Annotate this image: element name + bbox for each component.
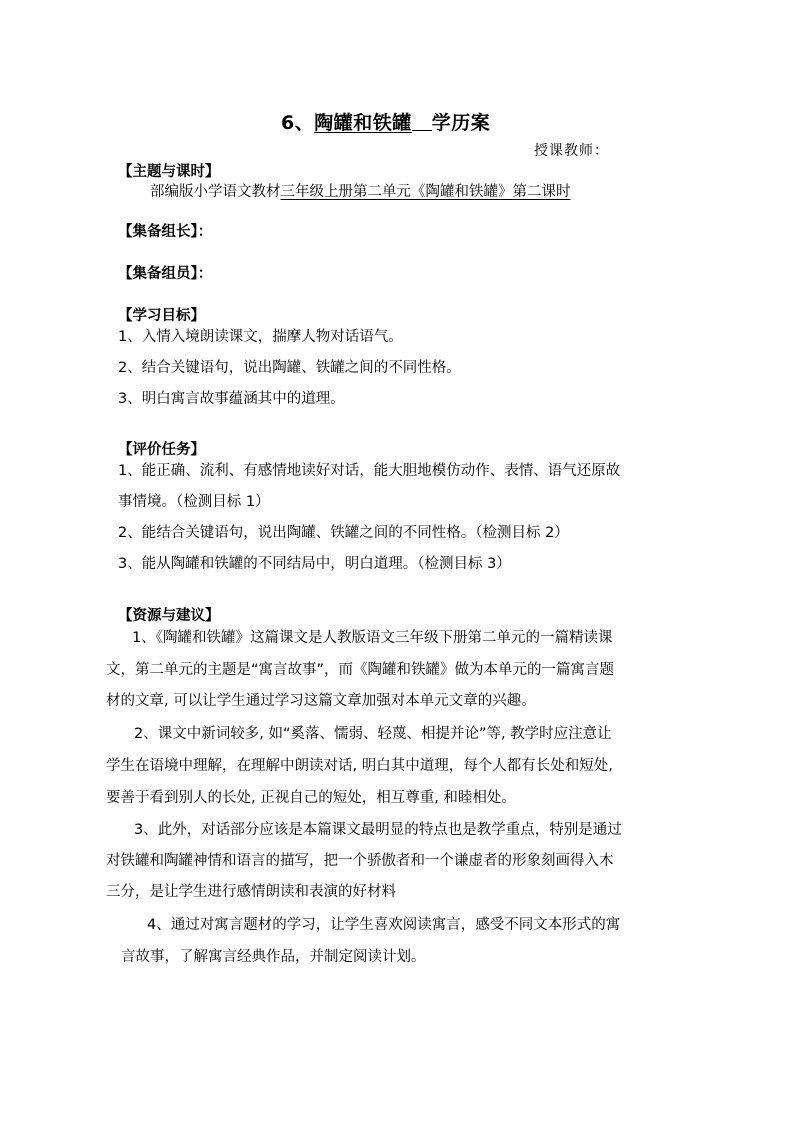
topic-period: 第二课时 — [512, 184, 571, 200]
task-item-2: 2、能结合关键语句，说出陶罐、铁罐之间的不同性格。（检测目标 2） — [118, 525, 569, 541]
resource-line: 三分，是让学生进行感情朗读和表演的好材料 — [106, 884, 396, 900]
resource-line: 3、此外，对话部分应该是本篇课文最明显的特点也是教学重点，特别是通过 — [134, 822, 622, 838]
goal-item-1: 1、入情入境朗读课文，揣摩人物对话语气。 — [118, 329, 403, 345]
task-item-1: 1、能正确、流利、有感情地读好对话，能大胆地模仿动作、表情、语气还原故 — [118, 463, 621, 479]
goal-item-2: 2、结合关键语句，说出陶罐、铁罐之间的不同性格。 — [118, 360, 461, 376]
title-name: 陶罐和铁罐 — [314, 112, 412, 134]
leader-heading: 【集备组长】： — [118, 224, 213, 240]
title-suffix: 学历案 — [431, 112, 491, 134]
resource-line: 文，第二单元的主题是“寓言故事”，而《陶罐和铁罐》做为本单元的一篇寓言题 — [106, 662, 615, 678]
resource-line: 材的文章, 可以让学生通过学习这篇文章加强对本单元文章的兴趣。 — [106, 693, 536, 709]
topic-textbook: 部编版小学语文教材 — [150, 184, 281, 200]
resource-line: 言故事，了解寓言经典作品，并制定阅读计划。 — [121, 949, 426, 965]
title-number: 6、 — [281, 112, 315, 134]
teacher-label: 授课教师： — [534, 143, 609, 159]
title-blank — [412, 112, 432, 131]
topic-unit: 第二单元 — [353, 184, 411, 200]
resource-line: 4、通过对寓言题材的学习，让学生喜欢阅读寓言，感受不同文本形式的寓 — [147, 917, 621, 933]
members-heading: 【集备组员】： — [118, 266, 213, 282]
task-item-1-cont: 事情境。（检测目标 1） — [118, 494, 270, 510]
resources-heading: 【资源与建议】 — [118, 608, 220, 624]
topic-volume: 上册 — [324, 184, 353, 200]
page-title — [281, 108, 490, 135]
goals-heading: 【学习目标】 — [118, 308, 205, 324]
task-item-3: 3、能从陶罐和铁罐的不同结局中，明白道理。（检测目标 3） — [118, 556, 511, 572]
tasks-heading: 【评价任务】 — [118, 442, 205, 458]
topic-grade: 三年级 — [280, 184, 324, 200]
resource-line: 要善于看到别人的长处, 正视自己的短处，相互尊重, 和睦相处。 — [106, 790, 516, 806]
topic-lesson: 《陶罐和铁罐》 — [411, 184, 513, 200]
topic-heading: 【主题与课时】 — [118, 164, 220, 180]
goal-item-3: 3、明白寓言故事蕴涵其中的道理。 — [118, 391, 345, 407]
resource-line: 对铁罐和陶罐神情和语言的描写，把一个骄傲者和一个谦虚者的形象刻画得入木 — [106, 853, 614, 869]
topic-line — [150, 180, 571, 201]
resource-line: 2、课文中新词较多, 如“奚落、懦弱、轻蔑、相提并论”等, 教学时应注意让 — [134, 726, 612, 742]
resource-line: 学生在语境中理解，在理解中朗读对话, 明白其中道理，每个人都有长处和短处, — [106, 758, 613, 774]
resource-line: 1、《陶罐和铁罐》这篇课文是人教版语文三年级下册第二单元的一篇精读课 — [132, 630, 613, 646]
